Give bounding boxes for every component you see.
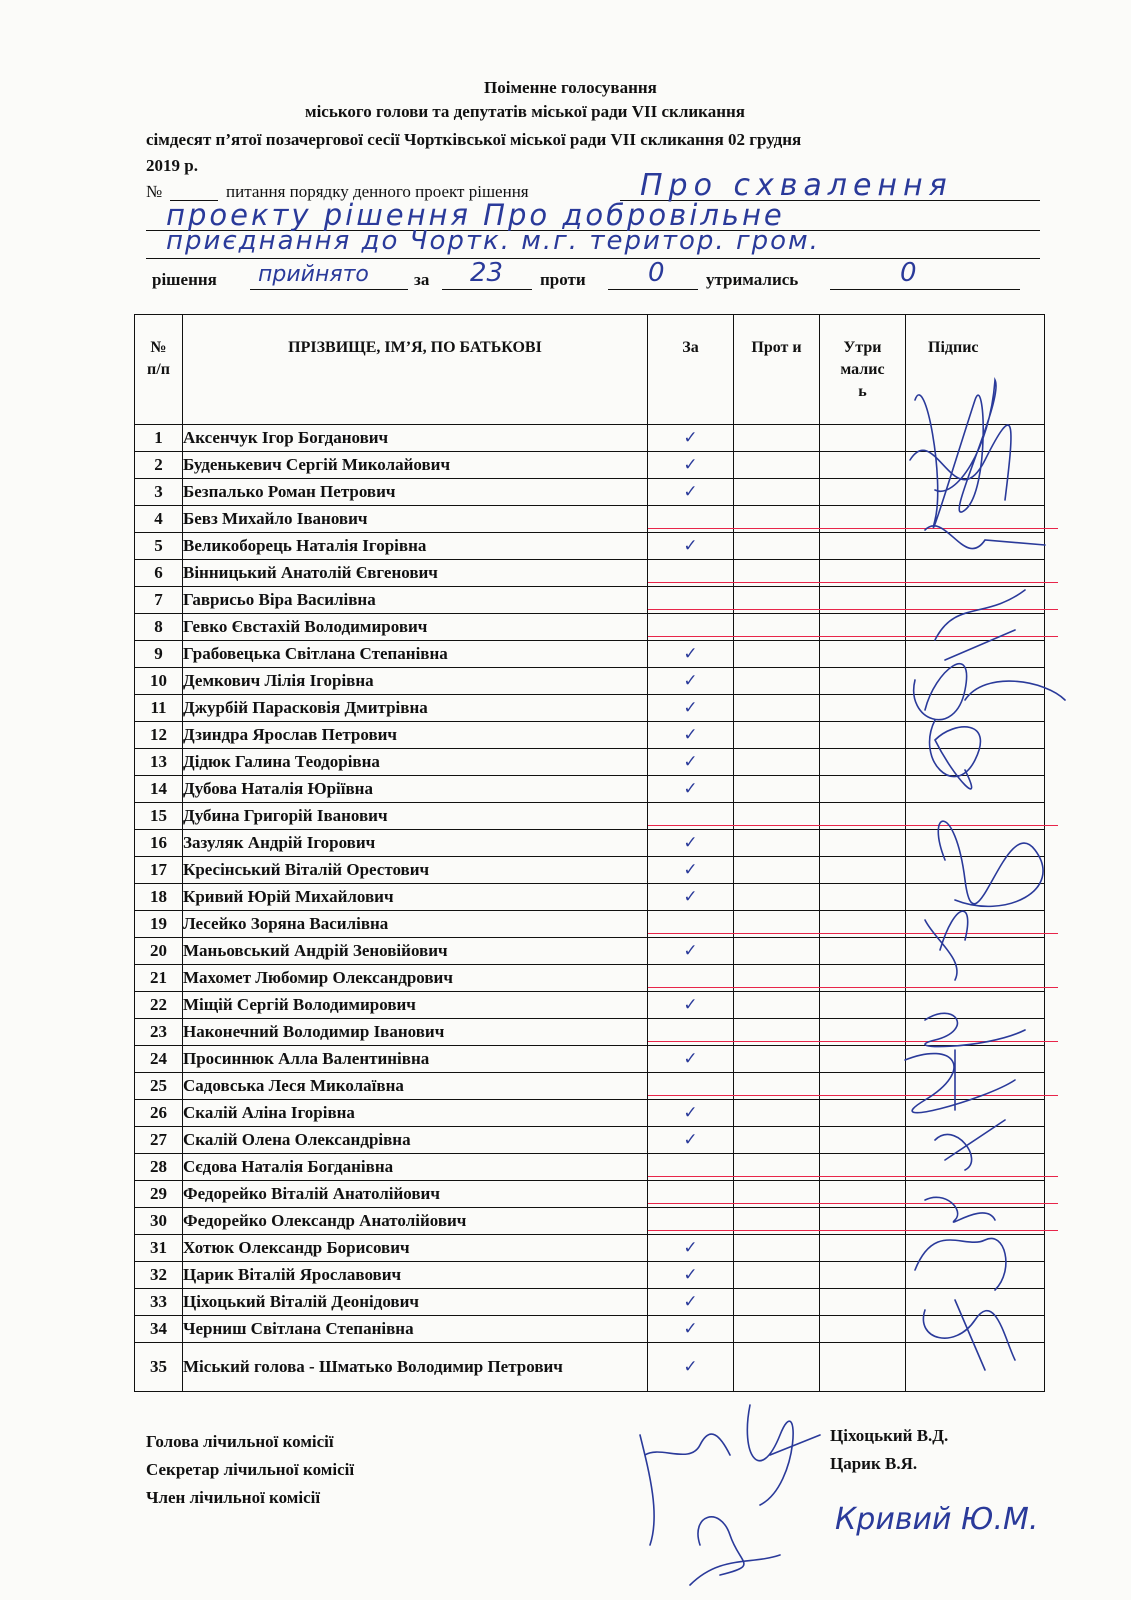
row-number: 3 [135,479,183,506]
row-for-cell [648,641,734,668]
member-name-handwritten: Кривий Ю.М. [835,1502,1039,1537]
row-for-cell [648,1127,734,1154]
row-number: 4 [135,506,183,533]
row-name: Ціхоцький Віталій Деонідович [183,1289,648,1316]
check-mark-icon: ✓ [683,1103,698,1123]
row-name: Безпалько Роман Петрович [183,479,648,506]
header-line-4: 2019 р. [146,156,198,175]
row-number: 12 [135,722,183,749]
row-number: 23 [135,1019,183,1046]
row-number: 11 [135,695,183,722]
row-number: 1 [135,425,183,452]
signatures-scribble [895,340,1075,1380]
row-name: Сєдова Наталія Богданівна [183,1154,648,1181]
row-name: Федорейко Віталій Анатолійович [183,1181,648,1208]
agenda-text: питання порядку денного проект рішення [226,182,529,201]
row-against-cell [734,425,820,452]
row-for-cell [648,857,734,884]
row-for-cell [648,830,734,857]
against-line [608,289,698,290]
row-number: 9 [135,641,183,668]
check-mark-icon: ✓ [683,833,698,853]
row-number: 5 [135,533,183,560]
row-for-cell [648,722,734,749]
row-abstain-cell [820,884,906,911]
row-number: 13 [135,749,183,776]
row-name: Федорейко Олександр Анатолійович [183,1208,648,1235]
row-name: Вінницький Анатолій Євгенович [183,560,648,587]
row-for-cell [648,479,734,506]
row-against-cell [734,1100,820,1127]
row-number: 26 [135,1100,183,1127]
row-abstain-cell [820,1127,906,1154]
row-for-cell [648,1046,734,1073]
row-against-cell [734,1046,820,1073]
row-number: 24 [135,1046,183,1073]
row-abstain-cell [820,668,906,695]
row-against-cell [734,668,820,695]
check-mark-icon: ✓ [683,482,698,502]
row-name: Великоборець Наталія Ігорівна [183,533,648,560]
row-against-cell [734,884,820,911]
member-label: Член лічильної комісії [146,1488,321,1507]
header-line-2: міського голови та депутатів міської ради VII скликання [305,102,745,121]
row-against-cell [734,1262,820,1289]
row-number: 34 [135,1316,183,1343]
chair-label: Голова лічильної комісії [146,1432,334,1451]
row-number: 33 [135,1289,183,1316]
against-value: 0 [648,258,665,288]
row-for-cell [648,425,734,452]
row-number: 18 [135,884,183,911]
row-number: 21 [135,965,183,992]
row-name: Скалій Олена Олександрівна [183,1127,648,1154]
check-mark-icon: ✓ [683,752,698,772]
row-against-cell [734,722,820,749]
row-abstain-cell [820,1046,906,1073]
row-number: 31 [135,1235,183,1262]
check-mark-icon: ✓ [683,779,698,799]
row-name: Кривий Юрій Михайлович [183,884,648,911]
row-against-cell [734,1316,820,1343]
row-for-cell [648,1235,734,1262]
row-against-cell [734,992,820,1019]
handwritten-topic-1: Про схвалення [640,168,953,203]
row-name: Грабовецька Світлана Степанівна [183,641,648,668]
header-against: Прот и [734,315,820,425]
row-number: 28 [135,1154,183,1181]
row-abstain-cell [820,695,906,722]
header-name: ПРІЗВИЩЕ, ІМ’Я, ПО БАТЬКОВІ [183,315,648,425]
row-for-cell [648,1262,734,1289]
row-number: 17 [135,857,183,884]
row-number: 20 [135,938,183,965]
check-mark-icon: ✓ [683,536,698,556]
row-name: Міщій Сергій Володимирович [183,992,648,1019]
row-name: Махомет Любомир Олександрович [183,965,648,992]
row-against-cell [734,830,820,857]
row-number: 35 [135,1343,183,1392]
document-title: Поіменне голосування [484,78,657,97]
row-against-cell [734,857,820,884]
row-number: 16 [135,830,183,857]
check-mark-icon: ✓ [683,1292,698,1312]
row-against-cell [734,1343,820,1392]
row-number: 29 [135,1181,183,1208]
row-name: Черниш Світлана Степанівна [183,1316,648,1343]
check-mark-icon: ✓ [683,644,698,664]
row-abstain-cell [820,938,906,965]
agenda-number-label: № [146,182,163,201]
decision-label: рішення [152,270,217,289]
row-against-cell [734,776,820,803]
row-abstain-cell [820,830,906,857]
row-abstain-cell [820,1100,906,1127]
header-abstain: Утри малис ь [820,315,906,425]
row-number: 19 [135,911,183,938]
for-value: 23 [470,258,504,288]
commission-signatures [630,1395,830,1595]
row-for-cell [648,695,734,722]
row-name: Демкович Лілія Ігорівна [183,668,648,695]
decision-line [250,289,408,290]
row-against-cell [734,938,820,965]
row-number: 8 [135,614,183,641]
row-number: 7 [135,587,183,614]
abstain-line [830,289,1020,290]
row-name: Садовська Леся Миколаївна [183,1073,648,1100]
check-mark-icon: ✓ [683,995,698,1015]
row-number: 2 [135,452,183,479]
row-abstain-cell [820,479,906,506]
row-name: Маньовський Андрій Зеновійович [183,938,648,965]
row-name: Лесейко Зоряна Василівна [183,911,648,938]
row-name: Бевз Михайло Іванович [183,506,648,533]
decision-value: прийнято [258,262,369,287]
row-number: 22 [135,992,183,1019]
row-against-cell [734,452,820,479]
row-number: 14 [135,776,183,803]
row-abstain-cell [820,425,906,452]
row-abstain-cell [820,1235,906,1262]
row-against-cell [734,641,820,668]
row-number: 30 [135,1208,183,1235]
row-for-cell [648,1343,734,1392]
row-for-cell [648,1316,734,1343]
check-mark-icon: ✓ [683,455,698,475]
row-name: Джурбій Парасковія Дмитрівна [183,695,648,722]
row-abstain-cell [820,749,906,776]
row-name: Буденькевич Сергій Миколайович [183,452,648,479]
row-abstain-cell [820,641,906,668]
row-name: Гевко Євстахій Володимирович [183,614,648,641]
row-for-cell [648,992,734,1019]
row-against-cell [734,1289,820,1316]
row-against-cell [734,1127,820,1154]
row-name: Царик Віталій Ярославович [183,1262,648,1289]
handwritten-topic-2: проекту рішення Про добровільне [166,198,785,232]
row-number: 15 [135,803,183,830]
row-against-cell [734,479,820,506]
row-name: Зазуляк Андрій Ігорович [183,830,648,857]
abstain-label: утримались [706,270,799,289]
row-for-cell [648,884,734,911]
header-signature: Підпис [906,315,1045,425]
check-mark-icon: ✓ [683,428,698,448]
check-mark-icon: ✓ [683,671,698,691]
row-for-cell [648,776,734,803]
row-name: Наконечний Володимир Іванович [183,1019,648,1046]
row-name: Гаврисьо Віра Василівна [183,587,648,614]
row-against-cell [734,533,820,560]
row-against-cell [734,1235,820,1262]
check-mark-icon: ✓ [683,887,698,907]
secretary-label: Секретар лічильної комісії [146,1460,355,1479]
check-mark-icon: ✓ [683,725,698,745]
check-mark-icon: ✓ [683,1319,698,1339]
header-for: За [648,315,734,425]
check-mark-icon: ✓ [683,860,698,880]
row-number: 10 [135,668,183,695]
row-for-cell [648,938,734,965]
row-for-cell [648,668,734,695]
row-abstain-cell [820,1343,906,1392]
check-mark-icon: ✓ [683,1130,698,1150]
secretary-name: Царик В.Я. [830,1454,918,1473]
row-name: Скалій Аліна Ігорівна [183,1100,648,1127]
row-for-cell [648,1100,734,1127]
row-name: Міський голова - Шматько Володимир Петрович [183,1343,648,1392]
row-abstain-cell [820,1262,906,1289]
row-for-cell [648,749,734,776]
handwritten-topic-3: приєднання до Чортк. м.г. територ. гром. [166,226,820,256]
check-mark-icon: ✓ [683,1357,698,1377]
check-mark-icon: ✓ [683,1238,698,1258]
row-name: Хотюк Олександр Борисович [183,1235,648,1262]
row-abstain-cell [820,722,906,749]
row-for-cell [648,533,734,560]
row-for-cell [648,452,734,479]
check-mark-icon: ✓ [683,698,698,718]
row-number: 27 [135,1127,183,1154]
chair-name: Ціхоцький В.Д. [830,1426,949,1445]
row-number: 25 [135,1073,183,1100]
row-against-cell [734,695,820,722]
check-mark-icon: ✓ [683,941,698,961]
abstain-value: 0 [900,258,917,288]
row-name: Дзиндра Ярослав Петрович [183,722,648,749]
row-name: Дідюк Галина Теодорівна [183,749,648,776]
row-number: 6 [135,560,183,587]
row-name: Дубина Григорій Іванович [183,803,648,830]
row-abstain-cell [820,776,906,803]
row-for-cell [648,1289,734,1316]
header-line-3: сімдесят п’ятої позачергової сесії Чортківської міської ради VII скликання 02 грудня [146,130,802,149]
header-num: № п/п [135,315,183,425]
row-abstain-cell [820,452,906,479]
row-abstain-cell [820,1289,906,1316]
row-number: 32 [135,1262,183,1289]
row-against-cell [734,749,820,776]
row-name: Просиннюк Алла Валентинівна [183,1046,648,1073]
against-label: проти [540,270,586,289]
for-label: за [414,270,430,289]
row-abstain-cell [820,857,906,884]
row-name: Кресінський Віталій Орестович [183,857,648,884]
row-abstain-cell [820,1316,906,1343]
row-abstain-cell [820,992,906,1019]
for-line [442,289,532,290]
row-name: Аксенчук Ігор Богданович [183,425,648,452]
check-mark-icon: ✓ [683,1265,698,1285]
check-mark-icon: ✓ [683,1049,698,1069]
row-abstain-cell [820,533,906,560]
row-name: Дубова Наталія Юріївна [183,776,648,803]
